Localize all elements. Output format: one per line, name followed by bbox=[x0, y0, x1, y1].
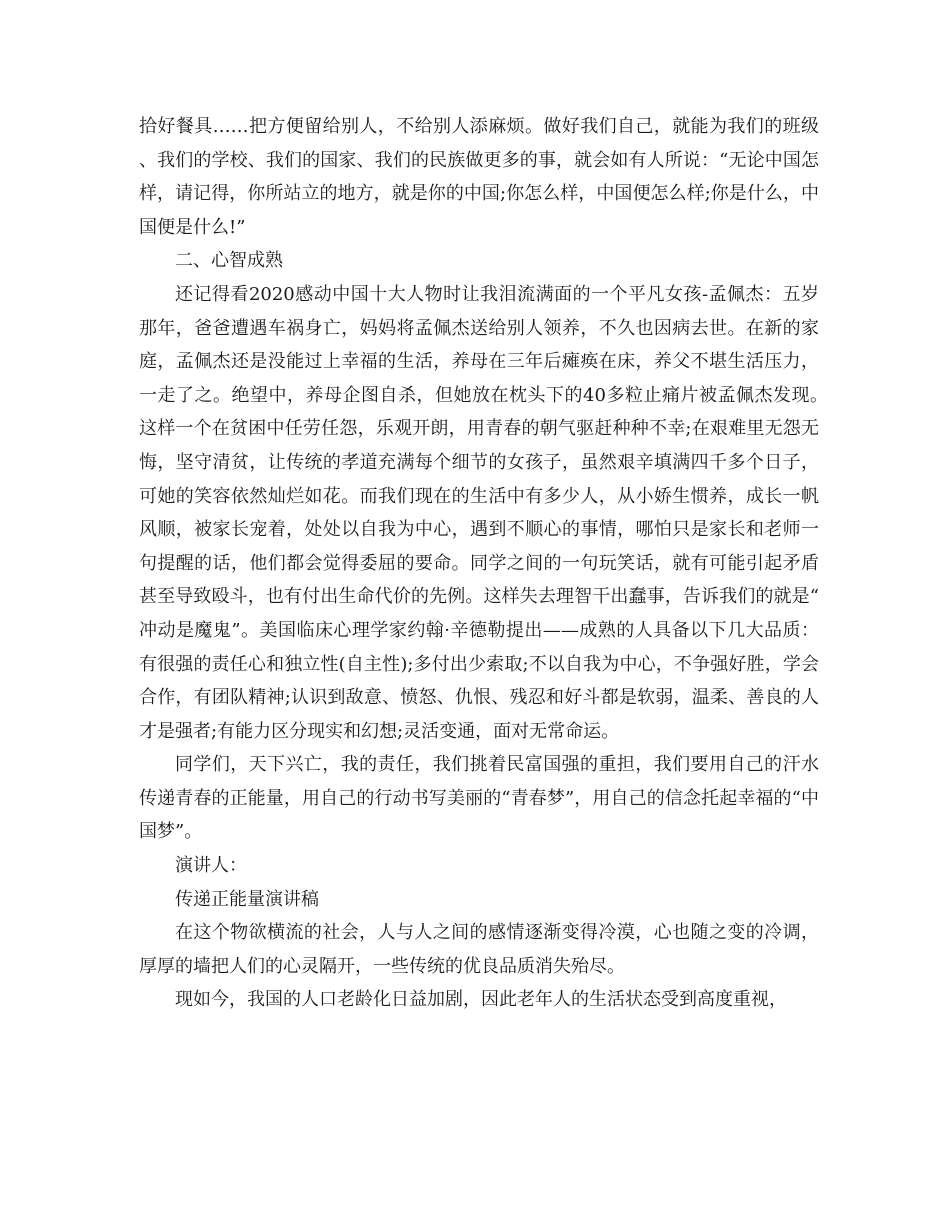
paragraph-society: 在这个物欲横流的社会，人与人之间的感情逐渐变得冷漠，心也随之变的冷调，厚厚的墙把人们的心灵隔开，一些传统的优良品质消失殆尽。 bbox=[139, 922, 819, 977]
paragraph-meng-peijie: 还记得看2020感动中国十大人物时让我泪流满面的一个平凡女孩-孟佩杰：五岁那年，爸爸遭遇车祸身亡，妈妈将孟佩杰送给别人领养，不久也因病去世。在新的家庭，孟佩杰还是没能过上幸福的生活，养母在三年后瘫痪在床，养父不堪生活压力，一走了之。绝望中，养母企图自杀，但她放在枕头下的40多粒止痛片被孟佩杰发现。 这样一个在贫困中任劳任怨，乐观开朗，用青春的朝气驱赶种种不幸;在艰难里无怨无悔，坚守清贫，让传统的孝道充满每个细节的女孩子，虽然艰辛填满四千多个日子，可她的笑容依然灿烂如花。而我们现在的生活中有多少人，从小娇生惯养，成长一帆风顺，被家长宠着，处处以自我为中心，遇到不顺心的事情，哪怕只是家长和老师一句提醒的话，他们都会觉得委屈的要命。同学之间的一句玩笑话，就有可能引起矛盾甚至导致殴斗，也有付出生命代价的先例。这样失去理智干出蠢事，告诉我们的就是“冲动是魔鬼”。美国临床心理学家约翰·辛德勒提出——成熟的人具备以下几大品质：有很强的责任心和独立性(自主性);多付出少索取;不以自我为中心，不争强好胜，学会合作，有团队精神;认识到敌意、愤怒、仇恨、残忍和好斗都是软弱，温柔、善良的人才是强者;有能力区分现实和幻想;灵活变通，面对无常命运。 bbox=[139, 283, 855, 742]
speech-title: 传递正能量演讲稿 bbox=[175, 888, 319, 910]
paragraph-continuation: 拾好餐具……把方便留给别人，不给别人添麻烦。做好我们自己，就能为我们的班级、我们的学校、我们的国家、我们的民族做更多的事，就会如有人所说：“无论中国怎样，请记得，你所站立的地方，就是你的中国;你怎么样，中国便怎么样;你是什么，中国便是什么!” bbox=[139, 116, 819, 238]
paragraph-aging: 现如今，我国的人口老龄化日益加剧，因此老年人的生活状态受到高度重视， bbox=[175, 989, 787, 1011]
document-body bbox=[139, 110, 855, 1017]
section-heading-mind-maturity: 二、心智成熟 bbox=[175, 250, 283, 272]
speaker-label: 演讲人： bbox=[175, 855, 247, 877]
paragraph-classmates: 同学们，天下兴亡，我的责任，我们挑着民富国强的重担，我们要用自己的汗水传递青春的正能量，用自己的行动书写美丽的“青春梦”，用自己的信念托起幸福的“中国梦”。 bbox=[139, 754, 819, 843]
